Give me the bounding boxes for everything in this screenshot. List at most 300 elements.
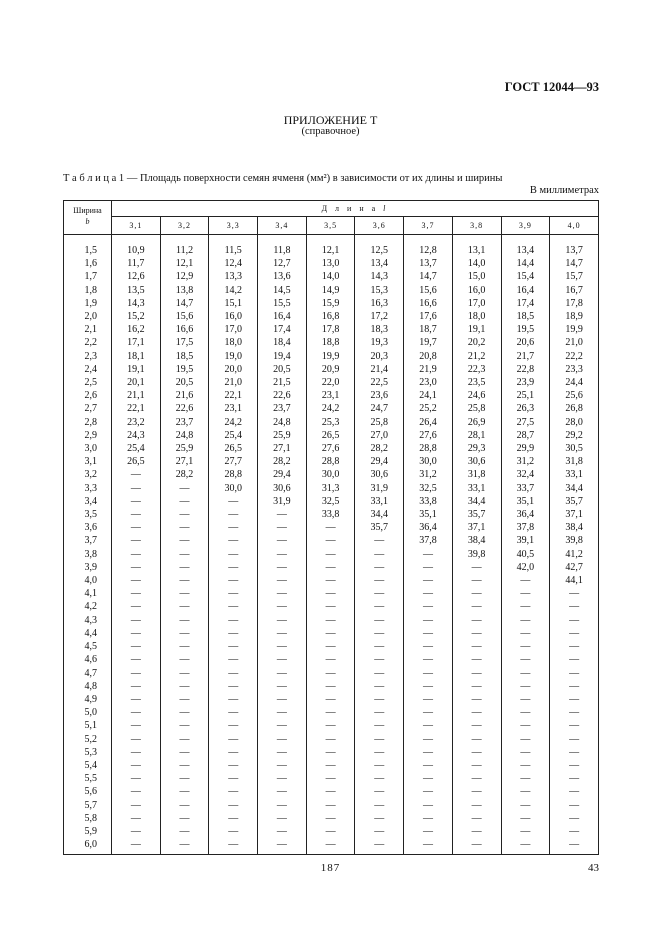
area-cell: — (550, 600, 599, 613)
area-cell: — (452, 719, 501, 732)
area-cell: — (258, 838, 307, 855)
area-cell: 15,2 (112, 310, 161, 323)
area-cell: 23,3 (550, 363, 599, 376)
area-cell: 26,3 (501, 402, 550, 415)
area-cell: — (209, 812, 258, 825)
area-cell: 17,0 (452, 297, 501, 310)
width-cell: 1,6 (64, 257, 112, 270)
area-cell: 18,8 (306, 336, 355, 349)
area-cell: — (112, 772, 161, 785)
area-cell: — (355, 733, 404, 746)
area-cell: 32,5 (306, 495, 355, 508)
table-row (64, 455, 599, 468)
area-cell: — (501, 667, 550, 680)
area-cell: 13,3 (209, 270, 258, 283)
area-cell: 21,0 (209, 376, 258, 389)
area-cell: 17,1 (112, 336, 161, 349)
area-cell: 15,3 (355, 284, 404, 297)
area-cell: 28,8 (209, 468, 258, 481)
width-cell: 3,6 (64, 521, 112, 534)
area-cell: — (160, 772, 209, 785)
table-row (64, 495, 599, 508)
width-cell: 4,3 (64, 614, 112, 627)
area-cell: 28,2 (355, 442, 404, 455)
area-cell: 25,2 (404, 402, 453, 415)
area-cell: 24,4 (550, 376, 599, 389)
col-group-header (112, 201, 599, 217)
width-cell: 3,4 (64, 495, 112, 508)
area-cell: — (160, 495, 209, 508)
width-cell: 3,1 (64, 455, 112, 468)
area-cell: — (355, 653, 404, 666)
area-cell: 11,2 (160, 235, 209, 258)
area-cell: 14,7 (404, 270, 453, 283)
area-cell: — (112, 482, 161, 495)
area-cell: 14,9 (306, 284, 355, 297)
width-cell: 3,8 (64, 548, 112, 561)
area-cell: — (306, 693, 355, 706)
area-cell: — (112, 600, 161, 613)
area-cell: 24,1 (404, 389, 453, 402)
area-cell: — (306, 600, 355, 613)
area-cell: — (112, 508, 161, 521)
area-cell: 21,1 (112, 389, 161, 402)
area-cell: 13,7 (550, 235, 599, 258)
area-cell: 30,0 (306, 468, 355, 481)
area-cell: 27,7 (209, 455, 258, 468)
row-header-label: Ширина (73, 206, 102, 215)
area-cell: 19,7 (404, 336, 453, 349)
area-cell: — (306, 521, 355, 534)
table-row (64, 310, 599, 323)
area-cell: — (209, 785, 258, 798)
area-cell: — (112, 614, 161, 627)
area-cell: 40,5 (501, 548, 550, 561)
area-cell: 23,1 (306, 389, 355, 402)
area-cell: — (355, 719, 404, 732)
area-cell: 14,7 (550, 257, 599, 270)
area-cell: — (209, 719, 258, 732)
area-cell: 19,5 (501, 323, 550, 336)
area-cell: — (258, 733, 307, 746)
area-cell: 26,9 (452, 416, 501, 429)
area-cell: — (501, 825, 550, 838)
area-cell: — (355, 772, 404, 785)
area-cell: 15,0 (452, 270, 501, 283)
area-cell: — (355, 759, 404, 772)
area-cell: — (355, 587, 404, 600)
area-cell: — (550, 759, 599, 772)
col-header: 3,9 (501, 217, 550, 235)
table-row (64, 640, 599, 653)
area-cell: — (501, 680, 550, 693)
area-cell: 24,8 (258, 416, 307, 429)
area-cell: — (112, 561, 161, 574)
area-cell: 22,6 (258, 389, 307, 402)
area-cell: — (209, 600, 258, 613)
area-cell: — (209, 534, 258, 547)
area-cell: — (209, 587, 258, 600)
area-cell: 36,4 (404, 521, 453, 534)
width-cell: 1,7 (64, 270, 112, 283)
area-cell: 24,2 (306, 402, 355, 415)
area-cell: 31,3 (306, 482, 355, 495)
table-row (64, 600, 599, 613)
area-cell: — (112, 825, 161, 838)
area-cell: — (112, 468, 161, 481)
table-row (64, 534, 599, 547)
area-cell: — (306, 561, 355, 574)
table-row (64, 284, 599, 297)
area-cell: — (112, 534, 161, 547)
area-cell: — (306, 706, 355, 719)
table-row (64, 468, 599, 481)
width-cell: 4,6 (64, 653, 112, 666)
area-cell: — (306, 627, 355, 640)
area-cell: 14,3 (112, 297, 161, 310)
area-cell: — (404, 548, 453, 561)
area-cell: — (258, 719, 307, 732)
area-cell: 27,6 (306, 442, 355, 455)
area-cell: 18,0 (209, 336, 258, 349)
area-cell: — (501, 812, 550, 825)
area-cell: — (404, 653, 453, 666)
area-cell: — (112, 548, 161, 561)
area-cell: 22,0 (306, 376, 355, 389)
area-cell: 14,7 (160, 297, 209, 310)
area-cell: — (452, 799, 501, 812)
area-cell: — (501, 587, 550, 600)
area-cell: — (112, 706, 161, 719)
area-cell: — (501, 785, 550, 798)
area-cell: — (112, 746, 161, 759)
area-cell: 19,5 (160, 363, 209, 376)
area-cell: — (258, 799, 307, 812)
width-cell: 2,0 (64, 310, 112, 323)
area-cell: 29,4 (258, 468, 307, 481)
area-cell: — (112, 521, 161, 534)
area-cell: 22,1 (209, 389, 258, 402)
area-cell: — (306, 614, 355, 627)
area-cell: 28,1 (452, 429, 501, 442)
area-cell: — (355, 812, 404, 825)
area-cell: — (404, 627, 453, 640)
area-cell: — (209, 772, 258, 785)
area-cell: — (258, 653, 307, 666)
area-cell: 25,1 (501, 389, 550, 402)
area-cell: 14,5 (258, 284, 307, 297)
area-cell: — (550, 614, 599, 627)
area-cell: — (160, 667, 209, 680)
area-cell: 25,6 (550, 389, 599, 402)
col-header: 4,0 (550, 217, 599, 235)
area-cell: — (112, 495, 161, 508)
area-cell: 30,0 (404, 455, 453, 468)
area-cell: 13,8 (160, 284, 209, 297)
table-row (64, 667, 599, 680)
area-cell: — (306, 640, 355, 653)
area-cell: 15,4 (501, 270, 550, 283)
area-cell: — (209, 495, 258, 508)
area-cell: 19,3 (355, 336, 404, 349)
area-cell: — (258, 759, 307, 772)
width-cell: 4,9 (64, 693, 112, 706)
area-cell: — (404, 746, 453, 759)
area-cell: 17,8 (306, 323, 355, 336)
area-cell: — (404, 574, 453, 587)
area-cell: — (452, 561, 501, 574)
area-cell: — (160, 561, 209, 574)
table-row (64, 706, 599, 719)
area-cell: 17,6 (404, 310, 453, 323)
area-cell: 12,4 (209, 257, 258, 270)
width-cell: 1,8 (64, 284, 112, 297)
width-cell: 1,9 (64, 297, 112, 310)
page-number-center: 187 (320, 862, 341, 874)
area-cell: — (160, 627, 209, 640)
area-cell: — (112, 574, 161, 587)
area-cell: — (550, 653, 599, 666)
area-cell: 36,4 (501, 508, 550, 521)
area-cell: — (501, 746, 550, 759)
area-cell: 20,1 (112, 376, 161, 389)
area-cell: 37,1 (550, 508, 599, 521)
area-cell: — (355, 534, 404, 547)
area-cell: 22,2 (550, 350, 599, 363)
table-row (64, 235, 599, 258)
area-cell: — (258, 574, 307, 587)
area-cell: — (452, 640, 501, 653)
area-cell: — (160, 521, 209, 534)
area-cell: 13,0 (306, 257, 355, 270)
table-row (64, 653, 599, 666)
width-cell: 4,4 (64, 627, 112, 640)
area-cell: — (209, 614, 258, 627)
area-cell: 24,7 (355, 402, 404, 415)
area-cell: — (306, 772, 355, 785)
area-cell: — (404, 561, 453, 574)
area-cell: 11,8 (258, 235, 307, 258)
width-cell: 2,6 (64, 389, 112, 402)
area-cell: — (550, 772, 599, 785)
area-cell: 14,3 (355, 270, 404, 283)
area-cell: 13,4 (355, 257, 404, 270)
caption-text: Площадь поверхности семян ячменя (мм²) в зависимости от их длины и ширины (139, 173, 503, 184)
area-cell: 16,0 (209, 310, 258, 323)
area-cell: 25,4 (209, 429, 258, 442)
area-cell: — (404, 614, 453, 627)
area-cell: 29,9 (501, 442, 550, 455)
area-cell: 19,9 (550, 323, 599, 336)
area-cell: — (160, 614, 209, 627)
table-row (64, 785, 599, 798)
area-cell: — (258, 627, 307, 640)
width-cell: 3,9 (64, 561, 112, 574)
area-cell: — (258, 693, 307, 706)
area-cell: 39,8 (452, 548, 501, 561)
area-cell: — (501, 693, 550, 706)
area-cell: 16,8 (306, 310, 355, 323)
area-cell: — (160, 534, 209, 547)
area-cell: — (452, 653, 501, 666)
area-cell: 16,6 (160, 323, 209, 336)
width-cell: 4,0 (64, 574, 112, 587)
area-cell: 24,6 (452, 389, 501, 402)
area-cell: — (306, 667, 355, 680)
area-cell: — (452, 772, 501, 785)
area-cell: 16,6 (404, 297, 453, 310)
area-cell: 13,6 (258, 270, 307, 283)
area-cell: — (112, 680, 161, 693)
table-row (64, 350, 599, 363)
area-cell: 20,2 (452, 336, 501, 349)
width-cell: 2,9 (64, 429, 112, 442)
area-cell: 21,0 (550, 336, 599, 349)
table-row (64, 719, 599, 732)
area-cell: — (306, 812, 355, 825)
appendix-subtitle: (справочное) (301, 126, 360, 137)
area-cell: 35,7 (550, 495, 599, 508)
table-row (64, 561, 599, 574)
area-cell: — (550, 746, 599, 759)
area-cell: — (404, 825, 453, 838)
area-cell: 23,7 (258, 402, 307, 415)
area-cell: 16,2 (112, 323, 161, 336)
area-cell: — (112, 627, 161, 640)
area-cell: — (404, 600, 453, 613)
area-cell: — (501, 640, 550, 653)
table-row (64, 693, 599, 706)
area-cell: — (550, 785, 599, 798)
width-cell: 3,3 (64, 482, 112, 495)
area-cell: — (160, 482, 209, 495)
area-cell: 30,5 (550, 442, 599, 455)
area-cell: 16,3 (355, 297, 404, 310)
col-header: 3,4 (258, 217, 307, 235)
area-cell: 17,0 (209, 323, 258, 336)
standard-header: ГОСТ 12044—93 (504, 80, 599, 94)
area-cell: — (355, 614, 404, 627)
area-cell: — (404, 799, 453, 812)
area-cell: — (258, 746, 307, 759)
width-cell: 5,4 (64, 759, 112, 772)
area-cell: — (258, 614, 307, 627)
area-cell: 22,3 (452, 363, 501, 376)
area-cell: — (404, 785, 453, 798)
area-cell: 37,8 (501, 521, 550, 534)
area-cell: 17,4 (258, 323, 307, 336)
area-cell: — (209, 508, 258, 521)
area-cell: 31,2 (501, 455, 550, 468)
area-cell: 18,5 (160, 350, 209, 363)
col-header: 3,7 (404, 217, 453, 235)
area-cell: 15,7 (550, 270, 599, 283)
area-cell: — (355, 627, 404, 640)
area-cell: — (209, 706, 258, 719)
width-cell: 5,3 (64, 746, 112, 759)
area-cell: — (404, 812, 453, 825)
table-caption: Т а б л и ц а 1 — Площадь поверхности семян ячменя (мм²) в зависимости от их длины и ширины (63, 173, 503, 184)
area-cell: — (258, 521, 307, 534)
area-cell: 14,0 (306, 270, 355, 283)
area-cell: 25,9 (160, 442, 209, 455)
area-cell: 26,5 (209, 442, 258, 455)
area-cell: — (355, 825, 404, 838)
width-cell: 5,6 (64, 785, 112, 798)
area-cell: 17,4 (501, 297, 550, 310)
area-cell: 26,8 (550, 402, 599, 415)
col-header: 3,1 (112, 217, 161, 235)
area-cell: — (550, 733, 599, 746)
width-cell: 4,2 (64, 600, 112, 613)
area-cell: 44,1 (550, 574, 599, 587)
width-cell: 5,7 (64, 799, 112, 812)
area-cell: 19,1 (112, 363, 161, 376)
table-row (64, 574, 599, 587)
table-row (64, 521, 599, 534)
table-row (64, 336, 599, 349)
area-cell: — (452, 587, 501, 600)
area-cell: — (258, 534, 307, 547)
area-cell: 20,8 (404, 350, 453, 363)
table-row (64, 508, 599, 521)
area-cell: — (550, 627, 599, 640)
data-table (63, 200, 599, 855)
area-cell: 18,3 (355, 323, 404, 336)
area-cell: — (160, 825, 209, 838)
area-cell: 11,7 (112, 257, 161, 270)
area-cell: — (112, 759, 161, 772)
area-cell: 12,1 (306, 235, 355, 258)
table-row (64, 614, 599, 627)
area-cell: 14,4 (501, 257, 550, 270)
area-cell: — (160, 733, 209, 746)
area-cell: — (501, 627, 550, 640)
col-header: 3,3 (209, 217, 258, 235)
area-cell: 12,5 (355, 235, 404, 258)
area-cell: 21,4 (355, 363, 404, 376)
area-cell: — (258, 561, 307, 574)
area-cell: 15,6 (160, 310, 209, 323)
col-group-label: Д л и н а (321, 204, 379, 213)
table-row (64, 772, 599, 785)
area-cell: — (550, 706, 599, 719)
area-cell: — (258, 825, 307, 838)
area-cell: 28,2 (160, 468, 209, 481)
area-cell: 31,2 (404, 468, 453, 481)
area-cell: 18,7 (404, 323, 453, 336)
area-cell: — (501, 799, 550, 812)
area-cell: — (550, 680, 599, 693)
area-cell: 18,5 (501, 310, 550, 323)
area-cell: — (404, 838, 453, 855)
table-body (64, 235, 599, 855)
area-cell: 22,1 (112, 402, 161, 415)
area-cell: — (209, 561, 258, 574)
area-cell: 19,0 (209, 350, 258, 363)
area-cell: 30,6 (452, 455, 501, 468)
width-cell: 2,7 (64, 402, 112, 415)
area-cell: 33,8 (404, 495, 453, 508)
area-cell: 20,5 (160, 376, 209, 389)
area-cell: 31,9 (258, 495, 307, 508)
area-cell: 31,8 (452, 468, 501, 481)
area-cell: — (452, 667, 501, 680)
table-row (64, 759, 599, 772)
area-cell: 33,1 (452, 482, 501, 495)
area-cell: — (550, 838, 599, 855)
area-cell: 34,4 (452, 495, 501, 508)
